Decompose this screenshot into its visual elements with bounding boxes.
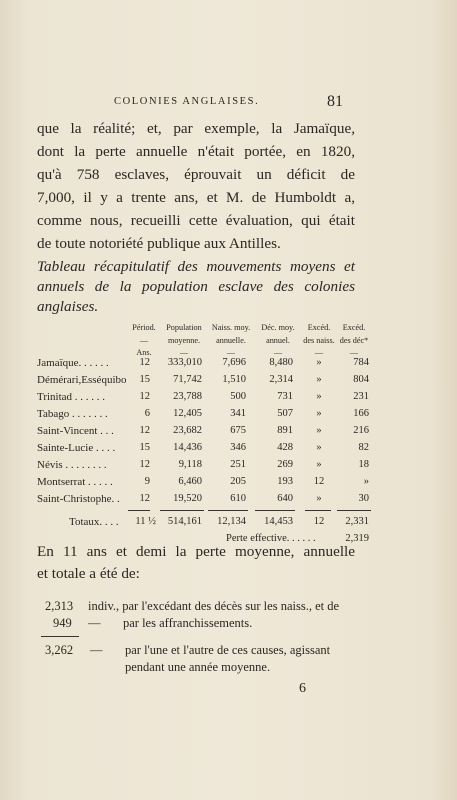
row-births: 610 [230, 493, 246, 504]
row-deaths: 193 [277, 476, 293, 487]
row-excess-births: » [316, 391, 322, 402]
row-period: 15 [139, 374, 150, 385]
row-excess-deaths: 784 [353, 357, 369, 368]
row-deaths: 8,480 [269, 357, 293, 368]
row-births: 205 [230, 476, 246, 487]
row-population: 9,118 [178, 459, 202, 470]
header-excess-deaths-sub: des déc* [339, 336, 369, 345]
row-population: 14,436 [173, 442, 202, 453]
calc-text-3: par l'une et l'autre de ces causes, agissant [125, 643, 331, 657]
row-population: 6,460 [178, 476, 202, 487]
row-colony-name: Démérari,Esséquibo [37, 374, 127, 386]
row-deaths: 428 [277, 442, 293, 453]
header-excess-births-sub: des naiss. [303, 336, 335, 345]
calc-text-1: indiv., par l'excédant des décès sur les naiss., et de [88, 599, 340, 613]
row-period: 12 [139, 357, 150, 368]
row-period: 9 [144, 476, 150, 487]
row-period: 12 [139, 493, 150, 504]
running-title: COLONIES ANGLAISES. [114, 96, 260, 107]
row-period: 12 [139, 391, 150, 402]
row-deaths: 891 [277, 425, 293, 436]
row-deaths: 640 [277, 493, 293, 504]
header-dash: — [349, 348, 359, 357]
row-births: 7,696 [222, 357, 246, 368]
totals-deaths: 14,453 [264, 516, 293, 527]
row-colony-name: Jamaïque. . . . . . [37, 357, 109, 369]
row-excess-deaths: 18 [358, 459, 369, 470]
header-births: Naiss. moy. [211, 323, 251, 332]
calc-rule [41, 636, 79, 637]
summary-paragraph [37, 541, 355, 585]
net-loss-label: Perte effective. . . . . . [226, 533, 316, 544]
signature-mark: 6 [299, 681, 306, 696]
header-population: Population [166, 323, 202, 332]
row-period: 12 [139, 459, 150, 470]
row-excess-births: 12 [313, 476, 325, 487]
header-period-unit: Ans. [136, 348, 152, 357]
header-period: Périod. [132, 323, 156, 332]
totals-excess-deaths: 2,331 [345, 516, 369, 527]
row-births: 251 [230, 459, 246, 470]
row-colony-name: Trinitad . . . . . . [37, 391, 106, 403]
row-excess-deaths: 82 [358, 442, 369, 453]
total-rule [337, 510, 371, 511]
row-period: 15 [139, 442, 150, 453]
header-dash: — [139, 336, 149, 345]
row-excess-deaths: 166 [353, 408, 369, 419]
row-colony-name: Montserrat . . . . . [37, 476, 113, 488]
total-rule [305, 510, 331, 511]
row-excess-deaths: 30 [358, 493, 369, 504]
row-excess-births: » [316, 408, 322, 419]
row-colony-name: Saint-Christophe. . [37, 493, 120, 505]
paragraph-line: de toute notoriété publique aux Antilles. [37, 235, 281, 252]
row-deaths: 507 [277, 408, 293, 419]
calc-value-1: 2,313 [45, 599, 74, 613]
total-rule [160, 510, 204, 511]
total-rule [128, 510, 150, 511]
calc-value-3: 3,262 [45, 643, 74, 657]
total-rule [255, 510, 295, 511]
header-deaths-sub: annuel. [266, 336, 290, 345]
header-excess-births: Excéd. [307, 323, 331, 332]
summary-line: et totale a été de: [37, 565, 140, 582]
totals-births: 12,134 [217, 516, 246, 527]
paragraph-line: dont la perte annuelle n'était portée, en 1820, [37, 143, 355, 160]
row-excess-deaths: 804 [353, 374, 369, 385]
row-excess-births: » [316, 459, 322, 470]
paragraph-line: comme nous, recueilli cette évaluation, qui était [37, 212, 355, 229]
table-title-line: annuels de la population esclave des colonies [37, 278, 355, 295]
row-excess-deaths: » [363, 476, 369, 487]
calc-dash-2: — [88, 616, 101, 630]
row-colony-name: Névis . . . . . . . . [37, 459, 107, 471]
total-rule [208, 510, 248, 511]
row-colony-name: Tabago . . . . . . . [37, 408, 108, 420]
row-excess-births: » [316, 425, 322, 436]
table-title-line: Tableau récapitulatif des mouvements moyens et [37, 258, 355, 275]
row-births: 341 [230, 408, 246, 419]
calc-text-4: pendant une année moyenne. [125, 660, 271, 674]
row-excess-deaths: 231 [353, 391, 369, 402]
header-deaths: Déc. moy. [261, 323, 295, 332]
row-deaths: 269 [277, 459, 293, 470]
row-excess-births: » [316, 493, 322, 504]
calc-dash-3: — [90, 643, 103, 657]
totals-period: 11 ½ [135, 516, 156, 527]
header-dash: — [226, 348, 236, 357]
row-births: 675 [230, 425, 246, 436]
row-population: 12,405 [173, 408, 202, 419]
header-dash: — [314, 348, 324, 357]
row-population: 71,742 [173, 374, 202, 385]
table-title-line: anglaises. [37, 298, 99, 315]
row-population: 23,788 [173, 391, 202, 402]
row-deaths: 731 [277, 391, 293, 402]
header-births-sub: annuelle. [216, 336, 246, 345]
header-dash: — [179, 348, 189, 357]
totals-population: 514,161 [167, 516, 202, 527]
calc-value-2: 949 [53, 616, 72, 630]
paragraph-line: 7,000, il y a trente ans, et M. de Humboldt a, [37, 189, 355, 206]
row-births: 500 [230, 391, 246, 402]
row-births: 1,510 [222, 374, 246, 385]
paragraph-line: que la réalité; et, par exemple, la Jamaïque, [37, 120, 355, 137]
totals-label: Totaux. . . . [69, 516, 119, 528]
row-population: 19,520 [173, 493, 202, 504]
row-excess-births: » [316, 374, 322, 385]
calc-text-2: par les affranchissements. [123, 616, 253, 630]
row-births: 346 [230, 442, 246, 453]
row-excess-deaths: 216 [353, 425, 369, 436]
row-population: 23,682 [173, 425, 202, 436]
row-period: 6 [144, 408, 150, 419]
page-number: 81 [327, 93, 343, 110]
row-colony-name: Sainte-Lucie . . . . [37, 442, 116, 454]
row-excess-births: » [316, 357, 322, 368]
row-period: 12 [139, 425, 150, 436]
row-population: 333,010 [167, 357, 202, 368]
header-excess-deaths: Excéd. [342, 323, 366, 332]
summary-line: En 11 ans et demi la perte moyenne, annuelle [37, 543, 355, 560]
header-dash: — [273, 348, 283, 357]
net-loss-value: 2,319 [345, 533, 369, 544]
row-colony-name: Saint-Vincent . . . [37, 425, 114, 437]
paragraph-line: qu'à 758 esclaves, éprouvait un déficit de [37, 166, 355, 183]
row-excess-births: » [316, 442, 322, 453]
row-deaths: 2,314 [269, 374, 293, 385]
header-population-sub: moyenne. [167, 336, 201, 345]
totals-excess-births: 12 [313, 516, 325, 527]
